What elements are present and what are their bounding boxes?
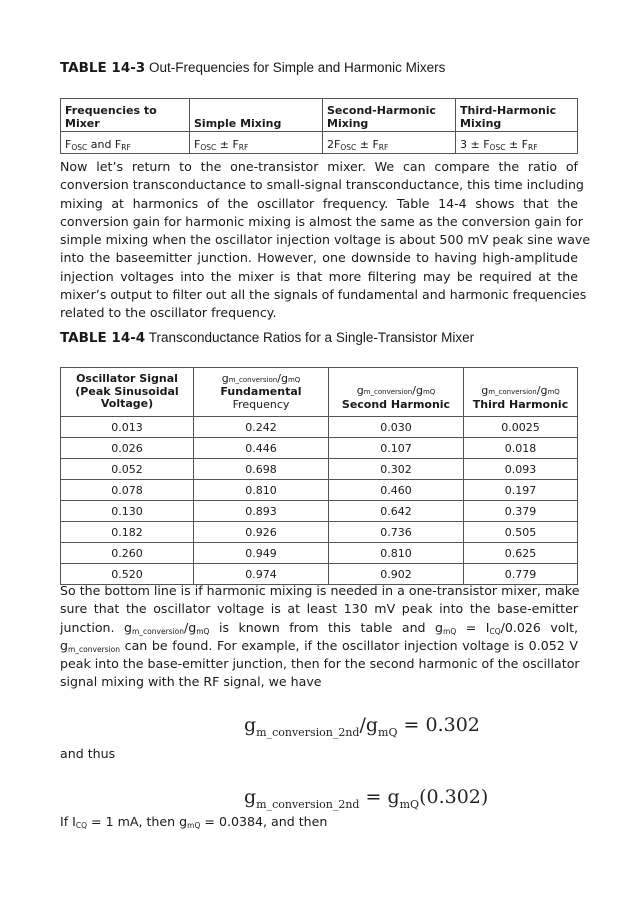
table-cell: 0.078 [61, 480, 194, 501]
table-cell: 0.698 [194, 459, 329, 480]
table-row [61, 132, 578, 154]
paragraph-line: So the bottom line is if harmonic mixing is needed in a one-transistor mixer, make [60, 583, 580, 598]
text-fragment: junction. [60, 619, 115, 635]
equation-2-rhs: (0.302) [419, 786, 489, 808]
table-row [61, 522, 578, 543]
paragraph-line: mixer’s output to filter out all the signals of fundamental and harmonic frequencies [60, 287, 587, 303]
table-cell: 0.902 [329, 564, 464, 585]
header-oscillator-signal: Oscillator Signal (Peak Sinusoidal Voltage) [61, 368, 194, 417]
table-header-row [61, 99, 578, 132]
paragraph-line: $g_{m\_conversion}$ can be found. For example, if the oscillator injection voltage is 0.052 V [60, 637, 578, 654]
table-14-4-caption [60, 330, 474, 346]
table-14-3-label: TABLE 14-3 [60, 60, 146, 76]
table-cell: 0.926 [194, 522, 329, 543]
table-14-3 [60, 98, 578, 154]
table-row [61, 459, 578, 480]
table-cell: 0.013 [61, 417, 194, 438]
table-cell: 0.520 [61, 564, 194, 585]
table-cell: 0.460 [329, 480, 464, 501]
table-cell: 0.505 [464, 522, 578, 543]
table-cell: 0.446 [194, 438, 329, 459]
text-fragment: = 1 mA, then [91, 814, 176, 829]
table-cell: 0.302 [329, 459, 464, 480]
text-fragment: = 0.0384, and then [204, 814, 328, 829]
table-14-4-title: Transconductance Ratios for a Single-Transistor Mixer [145, 330, 475, 345]
table-row [61, 417, 578, 438]
table-cell: 0.625 [464, 543, 578, 564]
table-header-row [61, 368, 578, 417]
table-cell: 0.893 [194, 501, 329, 522]
header-third-harmonic: Third-Harmonic Mixing [456, 99, 578, 132]
table-row [61, 438, 578, 459]
cell-simple-mixing: $F_{OSC} \pm F_{RF}$ [190, 132, 323, 154]
text-fragment: can be found. For example, if the oscillator injection voltage is 0.052 V [124, 637, 578, 653]
table-cell: 0.030 [329, 417, 464, 438]
table-cell: 0.018 [464, 438, 578, 459]
table-cell: 0.182 [61, 522, 194, 543]
table-cell: 0.810 [194, 480, 329, 501]
and-thus-text: and thus [60, 746, 116, 761]
paragraph-line: injection voltages into the mixer is that more filtering may be required at the [60, 268, 578, 284]
paragraph-line: related to the oscillator frequency. [60, 305, 277, 321]
table-14-3-caption [60, 60, 445, 76]
paragraph-line: simple mixing when the oscillator injection voltage is about 500 mV peak sine wave [60, 232, 591, 248]
table-cell: 0.130 [61, 501, 194, 522]
table-14-3-title: Out-Frequencies for Simple and Harmonic Mixers [145, 60, 446, 75]
header-frequencies-to-mixer: Frequencies to Mixer [61, 99, 190, 132]
header-simple-mixing: Simple Mixing [190, 99, 323, 132]
table-row [61, 480, 578, 501]
paragraph-line: mixing at harmonics of the oscillator frequency. Table 14-4 shows that the [60, 195, 578, 211]
table-14-4-body [61, 417, 578, 585]
text-fragment: is known from this table and [218, 619, 426, 635]
header-second-harmonic-ratio: gm_conversion/gmQ Second Harmonic [329, 368, 464, 417]
paragraph-line: signal mixing with the RF signal, we have [60, 674, 322, 690]
header-fundamental: gm_conversion/gmQ Fundamental Frequency [194, 368, 329, 417]
table-cell: 0.197 [464, 480, 578, 501]
table-cell: 0.052 [61, 459, 194, 480]
table-cell: 0.026 [61, 438, 194, 459]
table-cell: 0.642 [329, 501, 464, 522]
text-fragment: volt, [550, 619, 579, 635]
equation-1: $g_{m\_conversion\_2nd}/g_{mQ} = 0.302$ [244, 714, 480, 739]
header-second-harmonic: Second-Harmonic Mixing [323, 99, 456, 132]
paragraph-line: peak into the base-emitter junction, then for the second harmonic of the oscillator [60, 656, 580, 672]
table-cell: 0.810 [329, 543, 464, 564]
equation-1-rhs: = 0.302 [403, 714, 480, 736]
table-cell: 0.779 [464, 564, 578, 585]
header-third-harmonic-ratio: gm_conversion/gmQ Third Harmonic [464, 368, 578, 417]
table-cell: 0.093 [464, 459, 578, 480]
paragraph-1 [60, 158, 591, 323]
text-fragment: If [60, 814, 69, 829]
equation-2: $g_{m\_conversion\_2nd} = g_{mQ}(0.302)$ [244, 786, 489, 811]
paragraph-line: conversion gain for harmonic mixing is almost the same as the conversion gain for [60, 213, 583, 229]
table-cell: 0.949 [194, 543, 329, 564]
paragraph-line: Now let’s return to the one-transistor mixer. We can compare the ratio of [60, 159, 578, 174]
table-14-4-label: TABLE 14-4 [60, 330, 146, 346]
paragraph-line: junction. $g_{m\_conversion}/g_{mQ}$ is known from this table and $g_{mQ} = I_{CQ}/0.026$ volt, [60, 619, 579, 636]
table-cell: 0.379 [464, 501, 578, 522]
last-line: If $I_{CQ} = 1$ mA, then $g_{mQ} = 0.0384$, and then [60, 814, 328, 830]
table-14-4 [60, 367, 578, 585]
table-row [61, 543, 578, 564]
table-cell: 0.260 [61, 543, 194, 564]
table-cell: 0.0025 [464, 417, 578, 438]
cell-second-harmonic: $2F_{OSC} \pm F_{RF}$ [323, 132, 456, 154]
paragraph-line: sure that the oscillator voltage is at least 130 mV peak into the base-emitter [60, 601, 578, 617]
cell-frequencies: $F_{OSC}$ and $F_{RF}$ [61, 132, 190, 154]
paragraph-line: conversion transconductance to small-signal transconductance, this time including [60, 177, 584, 193]
table-cell: 0.242 [194, 417, 329, 438]
table-cell: 0.736 [329, 522, 464, 543]
paragraph-line: into the baseemitter junction. However, one downside to having high-amplitude [60, 250, 578, 266]
table-cell: 0.974 [194, 564, 329, 585]
cell-third-harmonic: $3 \pm F_{OSC} \pm F_{RF}$ [456, 132, 578, 154]
table-cell: 0.107 [329, 438, 464, 459]
table-row [61, 501, 578, 522]
paragraph-2 [60, 582, 578, 692]
